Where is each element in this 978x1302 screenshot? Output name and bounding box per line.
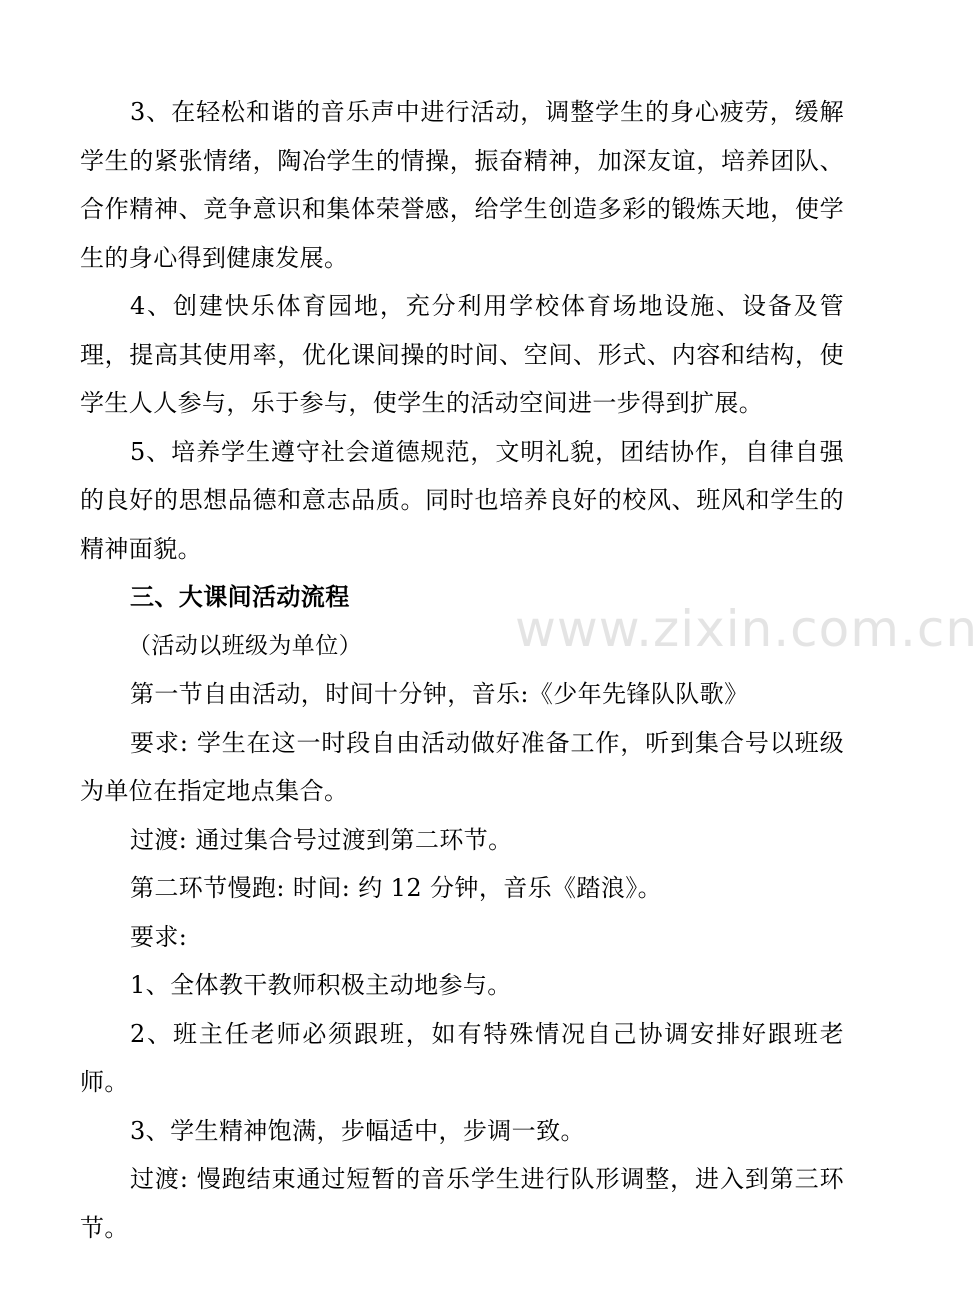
flow-requirement-label: 要求:	[130, 922, 188, 951]
flow-requirement-item-1: 1、全体教干教师积极主动地参与。	[130, 971, 512, 999]
flow-section-2: 第二环节慢跑: 时间: 约 12 分钟，音乐《踏浪》。	[130, 874, 663, 902]
watermark-text: www.zixin.com.cn	[515, 600, 978, 658]
paragraph-goal-4: 4、创建快乐体育园地，充分利用学校体育场地设施、设备及管理，提高其使用率，优化课间操的时间、空间、形式、内容和结构，使学生人人参与，乐于参与，使学生的活动空间进一步得到扩展。	[80, 292, 844, 417]
flow-requirement-item-2: 2、班主任老师必须跟班，如有特殊情况自己协调安排好跟班老师。	[80, 1019, 844, 1096]
flow-requirement-item-3: 3、学生精神饱满，步幅适中，步调一致。	[130, 1116, 585, 1145]
paragraph-goal-5: 5、培养学生遵守社会道德规范，文明礼貌，团结协作，自律自强的良好的思想品德和意志品质。同时也培养良好的校风、班风和学生的精神面貌。	[80, 437, 844, 563]
paragraph-goal-3: 3、在轻松和谐的音乐声中进行活动，调整学生的身心疲劳，缓解学生的紧张情绪，陶冶学生的情操，振奋精神，加深友谊，培养团队、合作精神、竞争意识和集体荣誉感，给学生创造多彩的锻炼天地，使学生的身心得到健康发展。	[80, 98, 844, 272]
section-heading: 三、大课间活动流程	[130, 583, 350, 611]
flow-section-1: 第一节自由活动，时间十分钟，音乐:《少年先锋队队歌》	[130, 680, 749, 708]
flow-requirement-1: 要求: 学生在这一时段自由活动做好准备工作，听到集合号以班级为单位在指定地点集合。	[80, 728, 844, 805]
flow-transition-1: 过渡: 通过集合号过渡到第二环节。	[130, 825, 513, 854]
section-note: （活动以班级为单位）	[128, 632, 362, 659]
flow-transition-2: 过渡: 慢跑结束通过短暂的音乐学生进行队形调整，进入到第三环节。	[80, 1165, 844, 1242]
document-body	[80, 88, 844, 1252]
